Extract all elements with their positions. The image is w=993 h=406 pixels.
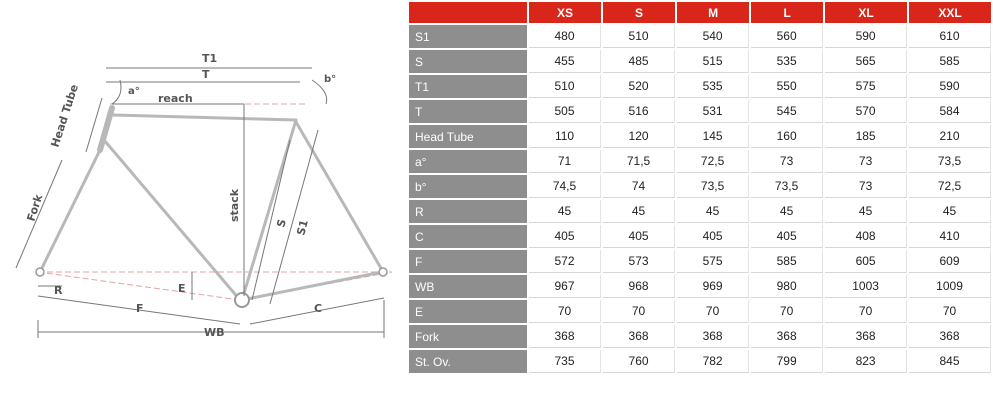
reference-line-bb: [38, 272, 240, 300]
table-cell: 368: [909, 325, 991, 348]
table-cell: 572: [529, 250, 601, 273]
table-cell: 760: [603, 350, 675, 373]
label-stack: stack: [228, 188, 241, 222]
row-label: Fork: [409, 325, 527, 348]
table-cell: 45: [751, 200, 823, 223]
table-cell: 70: [825, 300, 907, 323]
table-cell: 799: [751, 350, 823, 373]
table-cell: 520: [603, 75, 675, 98]
table-cell: 575: [825, 75, 907, 98]
table-cell: 455: [529, 50, 601, 73]
table-cell: 45: [603, 200, 675, 223]
table-cell: 516: [603, 100, 675, 123]
table-cell: 73: [751, 150, 823, 173]
table-cell: 550: [751, 75, 823, 98]
table-cell: 535: [677, 75, 749, 98]
table-cell: 531: [677, 100, 749, 123]
table-row: [409, 175, 991, 198]
label-fork: Fork: [24, 192, 46, 223]
table-cell: 408: [825, 225, 907, 248]
table-cell: 73: [825, 150, 907, 173]
table-cell: 368: [677, 325, 749, 348]
table-cell: 590: [825, 25, 907, 48]
table-cell: 72,5: [909, 175, 991, 198]
frame-drawing: [0, 0, 405, 401]
table-cell: 967: [529, 275, 601, 298]
table-row: [409, 100, 991, 123]
table-cell: 70: [751, 300, 823, 323]
table-row: [409, 75, 991, 98]
column-header-s: S: [603, 2, 675, 23]
front-dropout: [36, 268, 44, 276]
bike-frame: [40, 108, 382, 300]
table-cell: 540: [677, 25, 749, 48]
label-s1: S1: [294, 218, 311, 237]
table-cell: 782: [677, 350, 749, 373]
table-cell: 535: [751, 50, 823, 73]
table-cell: 70: [909, 300, 991, 323]
geometry-table-container: [407, 0, 993, 401]
row-label: C: [409, 225, 527, 248]
label-r: R: [54, 284, 63, 297]
column-header-xl: XL: [825, 2, 907, 23]
label-a-angle: a°: [128, 86, 140, 97]
table-cell: 74: [603, 175, 675, 198]
table-row: [409, 250, 991, 273]
table-cell: 480: [529, 25, 601, 48]
row-label: F: [409, 250, 527, 273]
table-cell: 45: [677, 200, 749, 223]
table-cell: 510: [603, 25, 675, 48]
table-cell: 72,5: [677, 150, 749, 173]
table-cell: 585: [751, 250, 823, 273]
row-label: T1: [409, 75, 527, 98]
table-cell: 70: [529, 300, 601, 323]
table-cell: 585: [909, 50, 991, 73]
frame-geometry-diagram: [0, 0, 405, 401]
label-f: F: [136, 302, 144, 315]
table-header-corner: [409, 2, 527, 23]
table-cell: 71,5: [603, 150, 675, 173]
row-label: T: [409, 100, 527, 123]
geometry-table: [407, 0, 993, 375]
table-header-row: [409, 2, 991, 23]
row-label: b°: [409, 175, 527, 198]
seat-stay: [296, 122, 382, 270]
label-wb: WB: [204, 326, 225, 339]
column-header-l: L: [751, 2, 823, 23]
row-label: St. Ov.: [409, 350, 527, 373]
table-cell: 145: [677, 125, 749, 148]
table-cell: 510: [529, 75, 601, 98]
table-cell: 45: [909, 200, 991, 223]
a-angle-arc: [112, 80, 121, 104]
table-cell: 405: [751, 225, 823, 248]
table-cell: 73,5: [677, 175, 749, 198]
column-header-xs: XS: [529, 2, 601, 23]
table-cell: 573: [603, 250, 675, 273]
row-label: S: [409, 50, 527, 73]
table-cell: 120: [603, 125, 675, 148]
fork-blade: [40, 150, 100, 272]
column-header-m: M: [677, 2, 749, 23]
table-cell: 969: [677, 275, 749, 298]
table-cell: 515: [677, 50, 749, 73]
label-c: C: [314, 302, 323, 315]
table-row: [409, 225, 991, 248]
table-cell: 584: [909, 100, 991, 123]
top-tube: [112, 115, 296, 120]
table-row: [409, 125, 991, 148]
table-cell: 160: [751, 125, 823, 148]
table-cell: 110: [529, 125, 601, 148]
table-cell: 968: [603, 275, 675, 298]
table-cell: 405: [677, 225, 749, 248]
table-row: [409, 300, 991, 323]
table-cell: 605: [825, 250, 907, 273]
table-cell: 368: [529, 325, 601, 348]
table-cell: 368: [603, 325, 675, 348]
label-t: T: [202, 68, 210, 81]
table-cell: 210: [909, 125, 991, 148]
row-label: S1: [409, 25, 527, 48]
table-cell: 368: [751, 325, 823, 348]
table-cell: 368: [825, 325, 907, 348]
table-cell: 545: [751, 100, 823, 123]
table-cell: 74,5: [529, 175, 601, 198]
label-e: E: [178, 282, 186, 295]
table-cell: 410: [909, 225, 991, 248]
row-label: Head Tube: [409, 125, 527, 148]
table-cell: 505: [529, 100, 601, 123]
chain-stay: [242, 272, 382, 300]
table-cell: 1009: [909, 275, 991, 298]
label-s: S: [274, 217, 289, 229]
table-cell: 590: [909, 75, 991, 98]
down-tube: [104, 140, 240, 300]
row-label: R: [409, 200, 527, 223]
table-cell: 610: [909, 25, 991, 48]
table-cell: 735: [529, 350, 601, 373]
row-label: a°: [409, 150, 527, 173]
table-cell: 70: [603, 300, 675, 323]
table-row: [409, 50, 991, 73]
table-cell: 560: [751, 25, 823, 48]
table-cell: 45: [825, 200, 907, 223]
table-row: [409, 325, 991, 348]
bottom-bracket: [235, 293, 249, 307]
rear-dropout: [379, 268, 387, 276]
table-body: [409, 25, 991, 373]
table-cell: 73: [825, 175, 907, 198]
table-cell: 570: [825, 100, 907, 123]
table-cell: 609: [909, 250, 991, 273]
table-row: [409, 275, 991, 298]
row-label: E: [409, 300, 527, 323]
table-cell: 185: [825, 125, 907, 148]
column-header-xxl: XXL: [909, 2, 991, 23]
table-row: [409, 150, 991, 173]
table-cell: 575: [677, 250, 749, 273]
s1-dim-line: [270, 130, 318, 304]
table-row: [409, 200, 991, 223]
label-t1: T1: [202, 52, 218, 65]
table-cell: 71: [529, 150, 601, 173]
table-cell: 980: [751, 275, 823, 298]
table-cell: 45: [529, 200, 601, 223]
table-row: [409, 350, 991, 373]
table-cell: 1003: [825, 275, 907, 298]
table-cell: 845: [909, 350, 991, 373]
label-head-tube: Head Tube: [48, 82, 82, 149]
table-cell: 70: [677, 300, 749, 323]
label-b-angle: b°: [324, 74, 337, 85]
table-cell: 565: [825, 50, 907, 73]
table-row: [409, 25, 991, 48]
row-label: WB: [409, 275, 527, 298]
table-cell: 73,5: [909, 150, 991, 173]
label-reach: reach: [158, 92, 193, 105]
table-cell: 405: [603, 225, 675, 248]
table-cell: 485: [603, 50, 675, 73]
table-cell: 73,5: [751, 175, 823, 198]
table-cell: 823: [825, 350, 907, 373]
table-cell: 405: [529, 225, 601, 248]
